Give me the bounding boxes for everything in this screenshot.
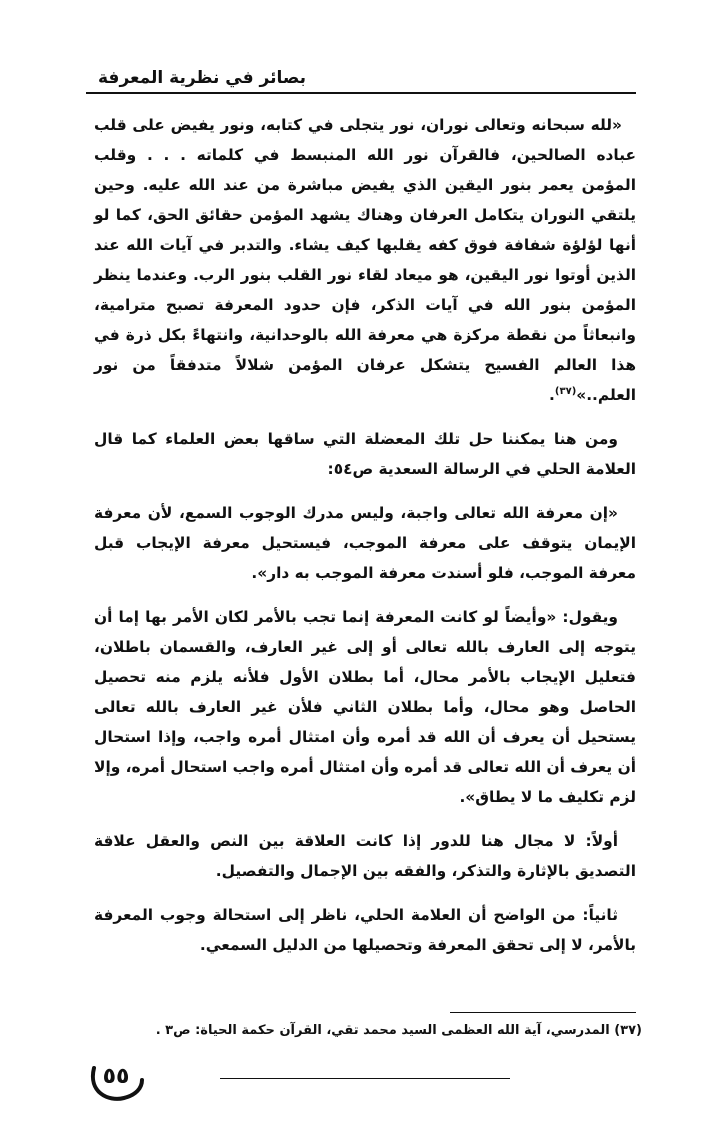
header-rule xyxy=(86,92,636,94)
footnote-reference: (٣٧) xyxy=(554,385,577,397)
page-number: ٥٥ xyxy=(102,1064,130,1089)
footnote-rule xyxy=(450,1012,636,1013)
paragraph-quote-continued: ويقول: «وأيضاً لو كانت المعرفة إنما تجب بالأمر لكان الأمر بها إما أن يتوجه إلى العارف بالله تعالى أو إلى غير العارف، والقسمان باطلان، فتعليل الإيجاب بالأمر محال، أما بطلان الأول فلأنه يلزم منه تحصيل الحاصل وهو محال، وأما بطلان الثاني فلأن غير العارف بالله تعالى يستحيل أن يعرف أن الله قد أمره وأن امتثال أمره واجب، وإذا استحال أن يعرف أن الله تعالى قد أمره وأن امتثال أمره واجب استحال أمره، وإلا لزم تكليف ما لا يطاق». xyxy=(94,608,636,806)
paragraph-1-text: «لله سبحانه وتعالى نوران، نور يتجلى في كتابه، ونور يفيض على قلب عباده الصالحين، فالقرآن نور الله المنبسط في كلماته . . . وقلب المؤمن يعمر بنور اليقين الذي يفيض مباشرة من عند الله عليه. وحين يلتقي النوران يتكامل العرفان وهناك يشهد المؤمن حقائق الحق، كما لو أنها لؤلؤة شفافة فوق كفه يقلبها كيف يشاء. والتدبر في آيات الله عند الذين أوتوا نور اليقين، هو ميعاد لقاء نور القلب بنور الرب. وعندما ينظر المؤمن بنور الله في آيات الذكر، فإن حدود المعرفة تصبح مترامية، وانبعاثاً من نقطة مركزة هي معرفة الله بالوحدانية، وانتهاءً بكل ذرة في هذا العالم الفسيح يتشكل عرفان المؤمن شلالاً متدفقاً من نور العلم..» xyxy=(94,116,636,404)
running-header-title: بصائر في نظرية المعرفة xyxy=(98,68,306,88)
paragraph-dilemma: ومن هنا يمكننا حل تلك المعضلة التي ساقها بعض العلماء كما قال العلامة الحلي في الرسالة السعدية ص٥٤: xyxy=(94,430,636,478)
footnote: (٣٧) المدرسي، آية الله العظمى السيد محمد تقي، القرآن حكمة الحياة: ص٣ . xyxy=(155,1023,642,1038)
running-header xyxy=(86,62,636,98)
paragraph-first-point: أولاً: لا مجال هنا للدور إذا كانت العلاقة بين النص والعقل علاقة التصديق بالإثارة والتذكر، والفقه بين الإجمال والتفصيل. xyxy=(94,832,636,880)
body-text xyxy=(94,110,636,960)
bottom-rule xyxy=(220,1078,510,1079)
paragraph-quote-allama: «إن معرفة الله تعالى واجبة، وليس مدرك الوجوب السمع، لأن معرفة الإيمان يتوقف على معرفة الموجب، فيستحيل معرفة الإيجاب قبل معرفة الموجب، فلو أسندت معرفة الموجب به دار». xyxy=(94,504,636,582)
paragraph-quote-two-lights xyxy=(94,110,636,410)
paragraph-second-point: ثانياً: من الواضح أن العلامة الحلي، ناظر إلى استحالة وجوب المعرفة بالأمر، لا إلى تحقق المعرفة وتحصيلها من الدليل السمعي. xyxy=(94,906,636,954)
paragraph-1-tail: . xyxy=(549,386,555,404)
